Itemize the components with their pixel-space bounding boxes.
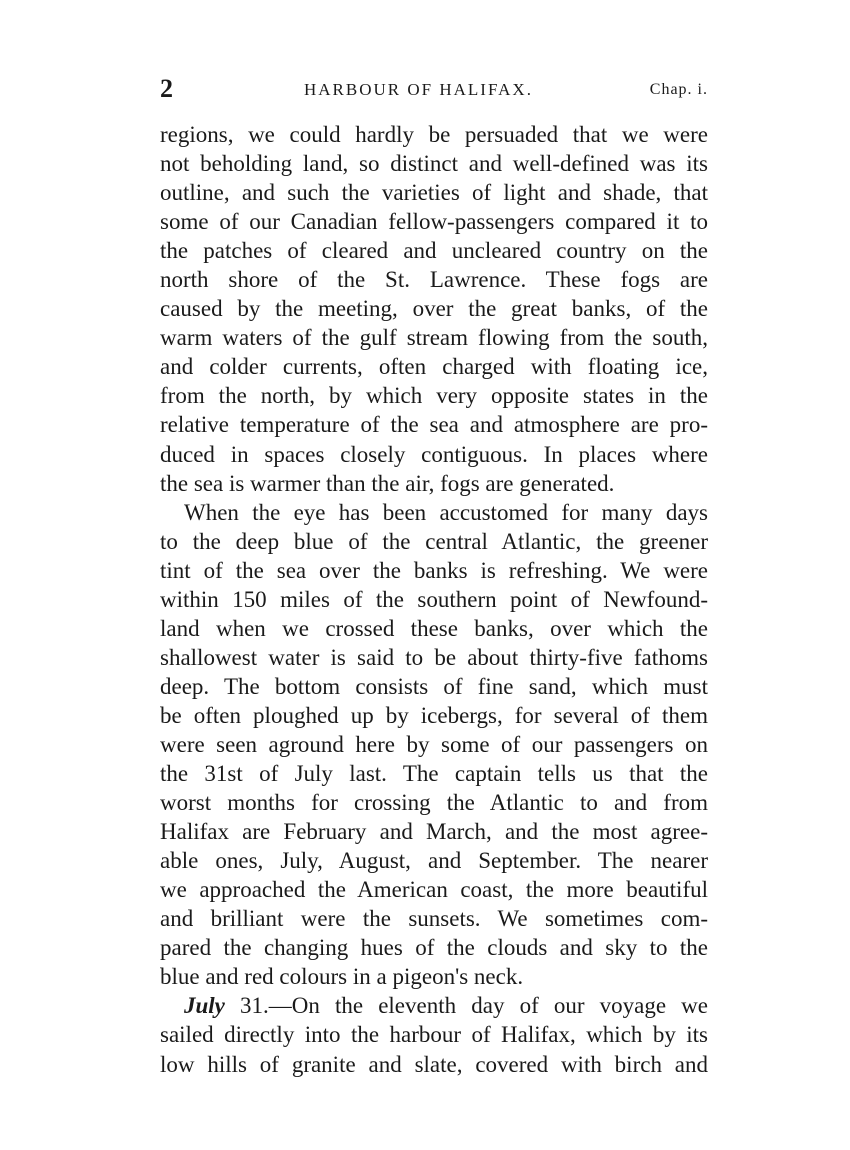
page-header (160, 74, 708, 104)
text-line: Halifax are February and March, and the most agree- (160, 819, 708, 845)
text-line (160, 991, 708, 1020)
text-line: deep. The bottom consists of fine sand, which must (160, 673, 708, 699)
text-line: be often ploughed up by icebergs, for several of them (160, 702, 708, 728)
text-line: the 31st of July last. The captain tells us that the (160, 761, 708, 787)
date-label: July (184, 993, 225, 1019)
text-line: pared the changing hues of the clouds and sky to the (160, 935, 708, 961)
paragraph-1 (160, 120, 708, 498)
text-line: relative temperature of the sea and atmosphere are pro- (160, 412, 708, 438)
text-line: blue and red colours in a pigeon's neck. (160, 964, 524, 990)
text-line: duced in spaces closely contiguous. In places where (160, 441, 708, 467)
text-line: and colder currents, often charged with floating ice, (160, 354, 708, 380)
text-line: warm waters of the gulf stream flowing from the south, (160, 325, 708, 351)
text-line: and brilliant were the sunsets. We sometimes com- (160, 906, 708, 932)
page-number: 2 (160, 74, 173, 103)
text-line: north shore of the St. Lawrence. These fogs are (160, 267, 708, 293)
text-line: tint of the sea over the banks is refreshing. We were (160, 557, 708, 583)
text-line: worst months for crossing the Atlantic to and from (160, 790, 708, 816)
text-line: land when we crossed these banks, over which the (160, 615, 708, 641)
text-line: able ones, July, August, and September. The nearer (160, 848, 708, 874)
paragraph-3 (160, 991, 708, 1078)
text-line: some of our Canadian fellow-passengers compared it to (160, 209, 708, 235)
running-head: HARBOUR OF HALIFAX. (304, 80, 533, 99)
body-text (160, 120, 708, 1079)
text-line: the sea is warmer than the air, fogs are generated. (160, 470, 615, 496)
chapter-label: Chap. i. (649, 81, 708, 98)
text-line: caused by the meeting, over the great banks, of the (160, 296, 708, 322)
text-line: we approached the American coast, the more beautiful (160, 877, 708, 903)
text-line: within 150 miles of the southern point of Newfound- (160, 586, 708, 612)
text-line: sailed directly into the harbour of Halifax, which by its (160, 1022, 708, 1048)
text-line: were seen aground here by some of our passengers on (160, 731, 708, 757)
paragraph-2 (160, 498, 708, 992)
text-line: regions, we could hardly be persuaded that we were (160, 122, 708, 147)
text-line: outline, and such the varieties of light and shade, that (160, 180, 708, 206)
text-line: low hills of granite and slate, covered with birch and (160, 1051, 708, 1077)
date-line-text: 31.—On the eleventh day of our voyage we (224, 993, 708, 1019)
text-line: from the north, by which very opposite states in the (160, 383, 708, 409)
text-line: shallowest water is said to be about thirty-five fathoms (160, 644, 708, 670)
text-line: to the deep blue of the central Atlantic, the greener (160, 528, 708, 554)
text-line: the patches of cleared and uncleared country on the (160, 238, 708, 264)
text-line: not beholding land, so distinct and well-defined was its (160, 151, 708, 177)
text-line: When the eye has been accustomed for many days (184, 499, 708, 525)
